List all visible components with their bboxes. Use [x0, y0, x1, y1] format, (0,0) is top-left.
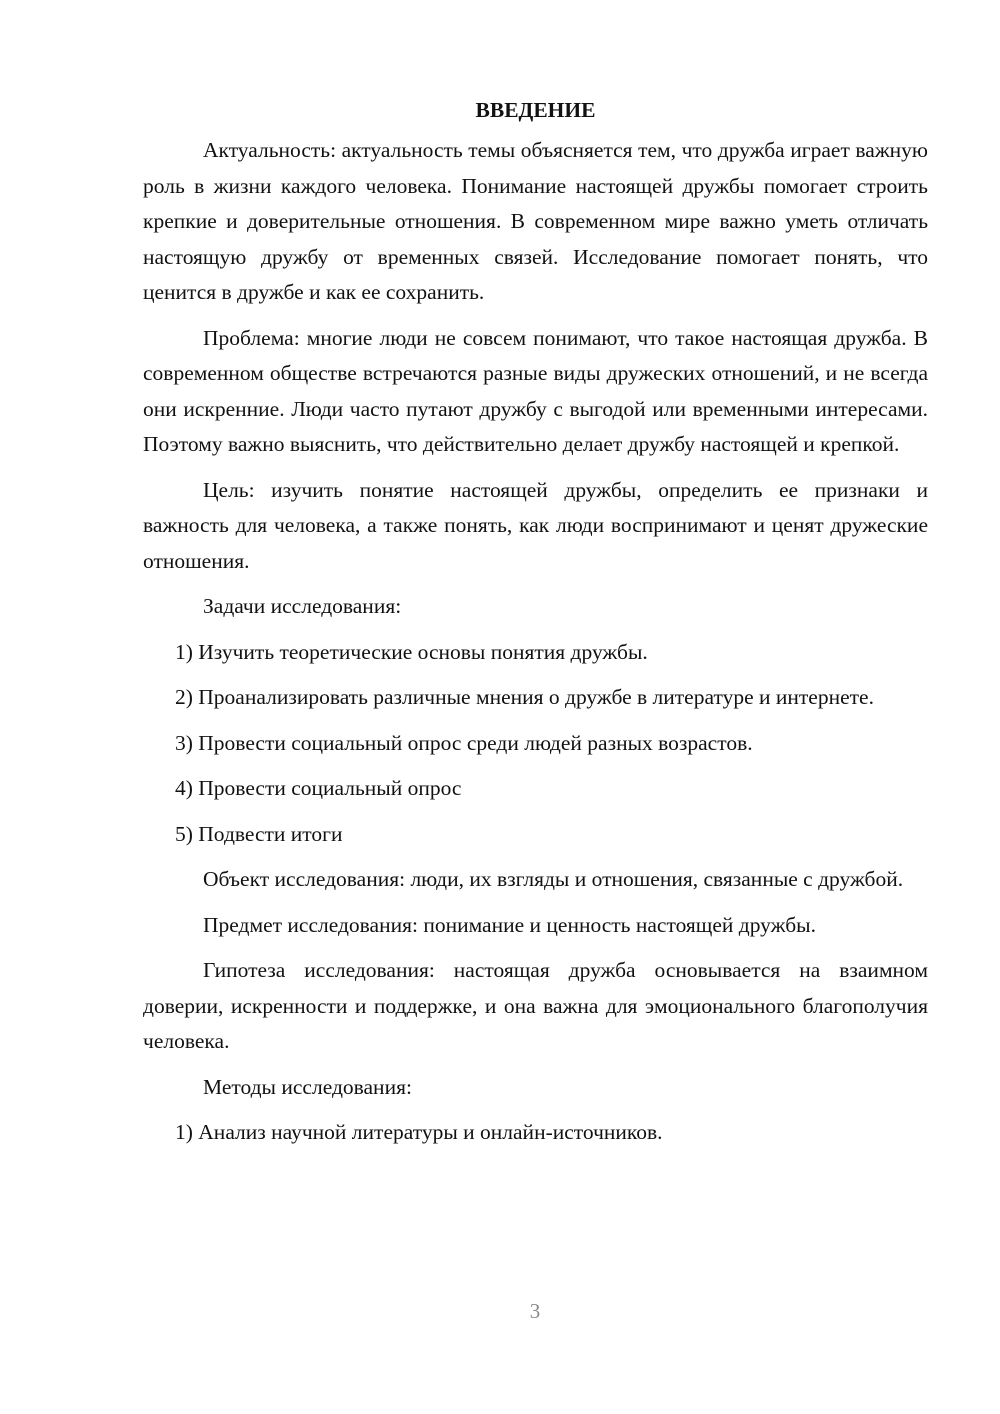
- relevance-paragraph: Актуальность: актуальность темы объясняется тем, что дружба играет важную роль в жизни каждого человека. Понимание настоящей дружбы помогает строить крепкие и доверительные отношения. В современном мире важно уметь отличать настоящую дружбу от временных связей. Исследование помогает понять, что ценится в дружбе и как ее сохранить.: [143, 138, 928, 304]
- task-item: 5) Подвести итоги: [175, 821, 343, 846]
- document-page: [143, 93, 928, 1161]
- page-number: 3: [529, 1299, 541, 1323]
- task-item: 4) Провести социальный опрос: [175, 776, 462, 800]
- problem-paragraph: Проблема: многие люди не совсем понимают, что такое настоящая дружба. В современном обществе встречаются разные виды дружеских отношений, и не всегда они искренние. Люди часто путают дружбу с выгодой или временными интересами. Поэтому важно выяснить, что действительно делает дружбу настоящей и крепкой.: [143, 325, 928, 456]
- section-title: ВВЕДЕНИЕ: [475, 98, 596, 122]
- subject-paragraph: Предмет исследования: понимание и ценность настоящей дружбы.: [203, 912, 816, 937]
- object-paragraph: Объект исследования: люди, их взгляды и отношения, связанные с дружбой.: [203, 867, 904, 891]
- goal-paragraph: Цель: изучить понятие настоящей дружбы, определить ее признаки и важность для человека, а также понять, как люди воспринимают и ценят дружеские отношения.: [143, 477, 928, 573]
- task-item: 1) Изучить теоретические основы понятия дружбы.: [175, 639, 648, 664]
- methods-heading: Методы исследования:: [203, 1074, 412, 1099]
- tasks-heading: Задачи исследования:: [203, 594, 402, 618]
- method-item: 1) Анализ научной литературы и онлайн-источников.: [175, 1120, 663, 1144]
- hypothesis-paragraph: Гипотеза исследования: настоящая дружба основывается на взаимном доверии, искренности и поддержке, и она важна для эмоционального благополучия человека.: [143, 958, 928, 1053]
- task-item: 2) Проанализировать различные мнения о дружбе в литературе и интернете.: [175, 685, 874, 709]
- task-item: 3) Провести социальный опрос среди людей разных возрастов.: [175, 730, 753, 755]
